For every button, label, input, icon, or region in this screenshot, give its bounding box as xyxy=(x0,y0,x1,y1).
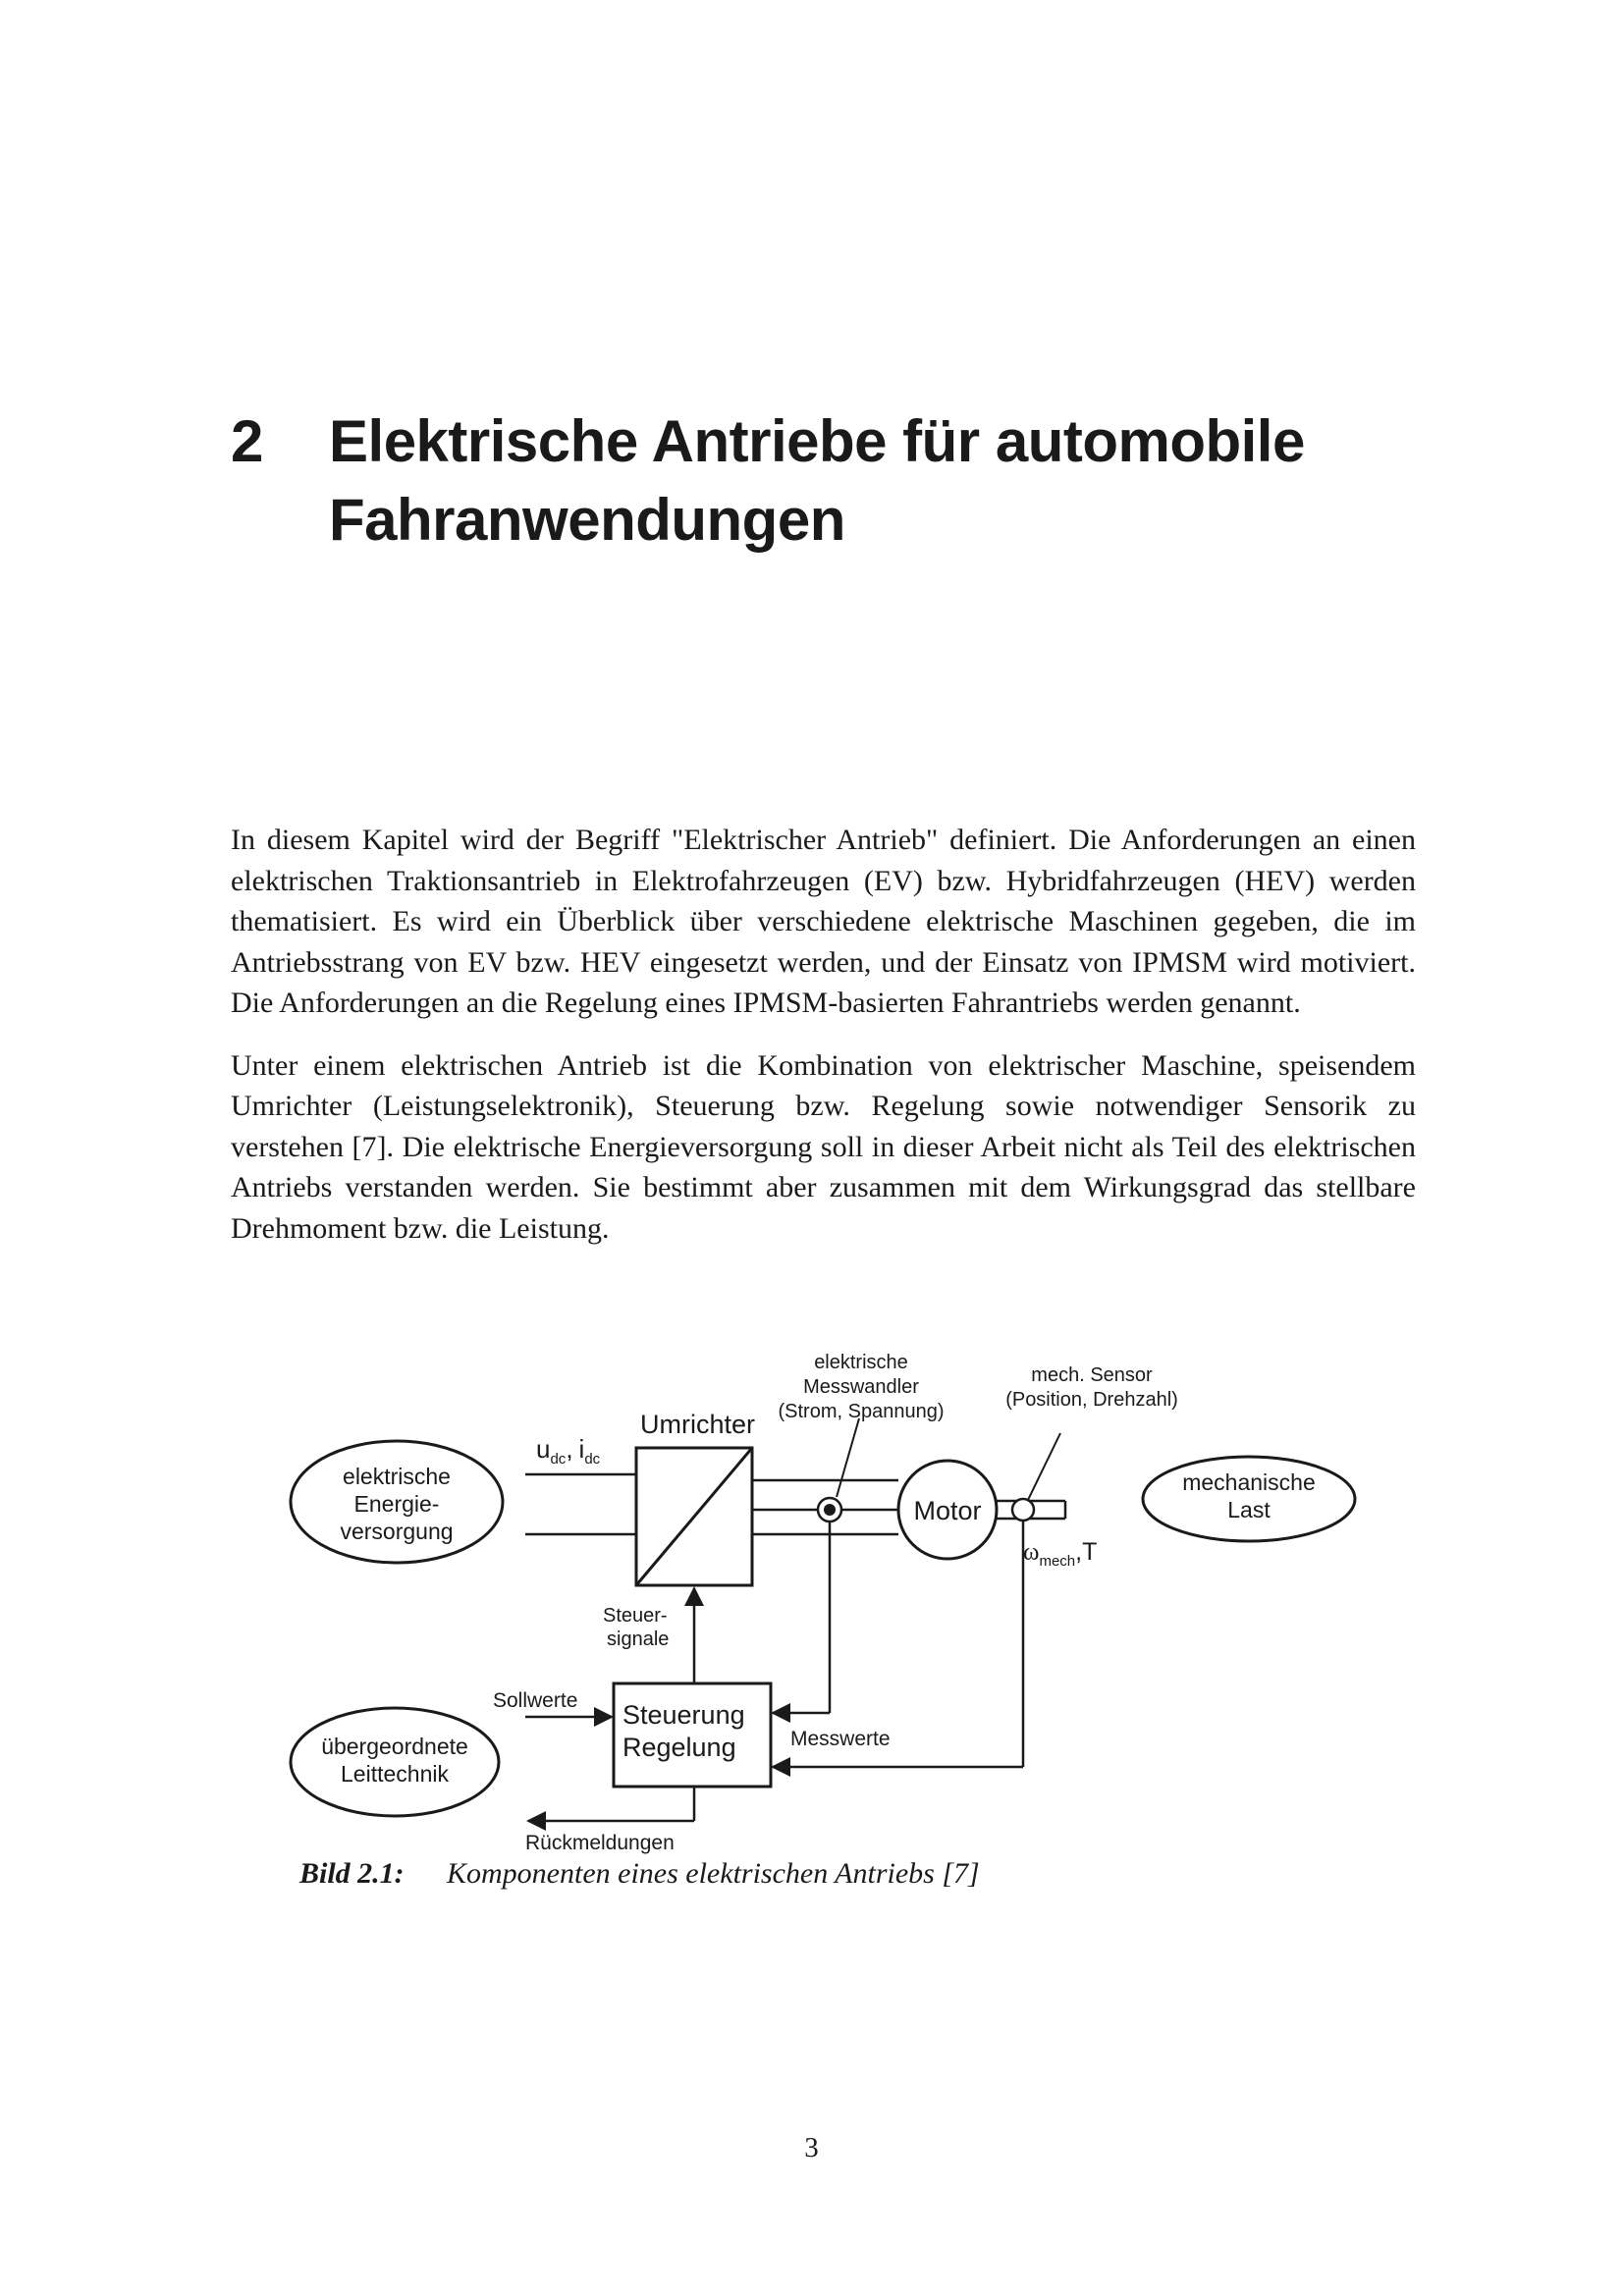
speed-torque-label xyxy=(1023,1538,1097,1570)
omega-subscript: mech xyxy=(1039,1553,1076,1570)
chapter-title-line-2: Fahranwendungen xyxy=(329,487,845,553)
transducer-label-2: Messwandler xyxy=(803,1376,919,1398)
converter-diagonal xyxy=(636,1448,752,1585)
dc-separator: , xyxy=(566,1434,573,1464)
body-text xyxy=(231,820,1416,1270)
supervisory-label-2: Leittechnik xyxy=(341,1761,449,1787)
mechanical-load-label-1: mechanische xyxy=(1182,1469,1316,1495)
setpoints-label: Sollwerte xyxy=(493,1689,578,1712)
dc-i-subscript: dc xyxy=(584,1451,601,1468)
mech-sensor-circle xyxy=(1012,1499,1034,1521)
measurements-label: Messwerte xyxy=(790,1728,891,1750)
drive-components-figure xyxy=(285,1345,1365,1855)
torque-label: ,T xyxy=(1075,1538,1098,1566)
chapter-heading xyxy=(231,402,1458,560)
mech-sensor-pointer xyxy=(1028,1433,1060,1500)
paragraph-definition: Unter einem elektrischen Antrieb ist die Kombination von elektrischer Maschine, speisendem Umrichter (Leistungselektronik), Steuerung bzw. Regelung sowie notwendiger Sensorik zu verstehen [7]. Die elektrische Energieversorgung soll in dieser Arbeit nicht als Teil des elektrischen Antriebs verstanden werden. Sie bestimmt aber zusammen mit dem Wirkungsgrad das stellbare Drehmoment bzw. die Leistung. xyxy=(231,1048,1416,1245)
dc-u-subscript: dc xyxy=(550,1451,567,1468)
energy-supply-label-2: Energie- xyxy=(353,1491,440,1517)
chapter-number: 2 xyxy=(231,408,263,474)
figure-caption xyxy=(299,1857,980,1891)
control-signals-label-1: Steuer- xyxy=(603,1605,668,1627)
energy-supply-label-3: versorgung xyxy=(340,1519,454,1544)
supervisory-label-1: übergeordnete xyxy=(321,1734,468,1759)
mech-sensor-label-2: (Position, Drehzahl) xyxy=(1005,1389,1178,1411)
dc-i-label: i xyxy=(578,1434,585,1464)
energy-supply-label-1: elektrische xyxy=(343,1464,451,1489)
transducer-label-1: elektrische xyxy=(814,1352,908,1373)
feedback-label: Rückmeldungen xyxy=(525,1832,675,1854)
control-label-1: Steuerung xyxy=(622,1700,745,1730)
transducer-pointer xyxy=(837,1418,859,1497)
control-signals-label-2: signale xyxy=(607,1629,670,1650)
caption-text: Komponenten eines elektrischen Antriebs [7] xyxy=(447,1857,980,1890)
chapter-title-line-1: Elektrische Antriebe für automobile xyxy=(329,408,1305,474)
transducer-dot xyxy=(824,1504,836,1516)
omega-symbol: ω xyxy=(1023,1539,1040,1566)
drive-components-diagram xyxy=(285,1345,1365,1855)
control-label-2: Regelung xyxy=(622,1733,736,1762)
converter-label: Umrichter xyxy=(640,1410,756,1439)
motor-label: Motor xyxy=(913,1496,982,1525)
paragraph-intro: In diesem Kapitel wird der Begriff "Elektrischer Antrieb" definiert. Die Anforderungen an einen elektrischen Traktionsantrieb in Elektrofahrzeugen (EV) bzw. Hybridfahrzeugen (HEV) werden thematisiert. Es wird ein Überblick über verschiedene elektrische Maschinen gegeben, die im Antriebsstrang von EV bzw. HEV eingesetzt werden, und der Einsatz von IPMSM wird motiviert. Die Anforderungen an die Regelung eines IPMSM-basierten Fahrantriebs werden genannt. xyxy=(231,824,1416,1019)
transducer-label-3: (Strom, Spannung) xyxy=(778,1401,945,1422)
mechanical-load-label-2: Last xyxy=(1227,1497,1271,1522)
dc-voltage-current-label xyxy=(536,1434,601,1468)
page-number: 3 xyxy=(804,2132,819,2163)
dc-u-label: u xyxy=(536,1434,551,1464)
caption-label: Bild 2.1: xyxy=(299,1857,405,1890)
mech-sensor-label-1: mech. Sensor xyxy=(1031,1364,1153,1386)
